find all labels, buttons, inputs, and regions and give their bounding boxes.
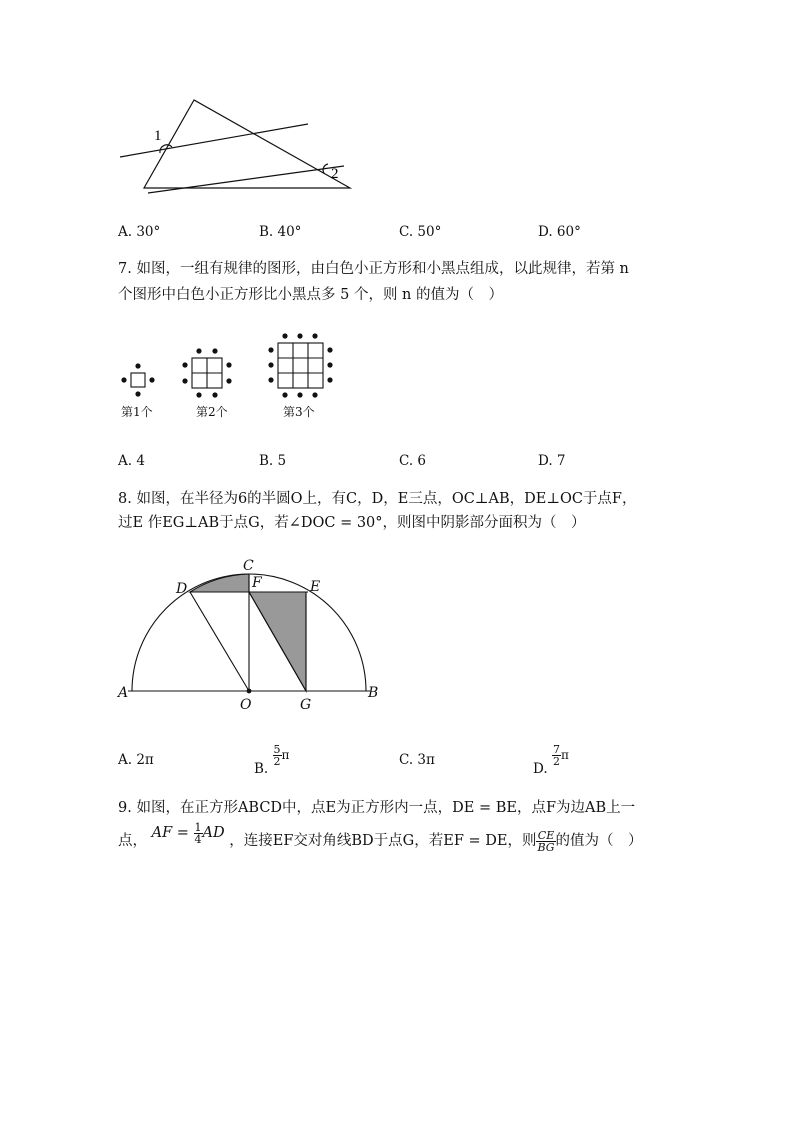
q6-angle1-label: 1 [154,128,162,144]
q7-text-line1: 7. 如图，一组有规律的图形，由白色小正方形和小黑点组成，以此规律，若第 n [118,261,629,277]
q8-text-line1: 8. 如图，在半径为6的半圆O上，有C，D，E三点，OC⊥AB，DE⊥OC于点F， [118,491,637,507]
q8-label-c: C [243,558,254,574]
q6-option-b: B. 40° [259,224,302,240]
q6-option-a: A. 30° [118,224,161,240]
q8-option-d-prefix: D. [533,761,548,777]
q7-pattern-1 [121,363,154,396]
q6-triangle [144,100,350,188]
q8-label-b: B [368,685,379,701]
q7-pattern-2 [182,348,231,397]
q8-label-a: A [118,685,129,701]
q7-label-2: 第2个 [196,405,228,419]
q8-line-od [190,592,249,691]
q7-option-c: C. 6 [399,453,427,469]
q8-option-b-fraction: $\frac{5}{2}$ [273,743,281,768]
q7-option-d: D. 7 [538,453,566,469]
q6-angle2-label: 2 [331,166,339,182]
q8-option-a: A. 2π [118,752,154,768]
q8-option-d: D. $\frac{7}{2}$ π [533,743,569,777]
q8-point-o [247,689,252,694]
q9-text-line1: 9. 如图，在正方形ABCD中，点E为正方形内一点，DE = BE，点F为边AB上一 [118,800,636,816]
q9-fraction-quarter: $\frac{1}{4}$ [194,820,202,846]
q8-option-b-prefix: B. [254,761,269,777]
q8-option-d-fraction: $\frac{7}{2}$ [552,743,560,768]
q9-text-line2: 点， AF = $\frac{1}{4}$ AD ，连接EF交对角线BD于点G，若EF = DE，则 $\frac{CE}{BG}$ 的值为（ ） [118,820,643,854]
q7-label-3: 第3个 [283,405,315,419]
q6-option-c: C. 50° [399,224,442,240]
q7-figure [115,330,355,400]
q7-option-a: A. 4 [118,453,145,469]
q7-option-b: B. 5 [259,453,287,469]
q9-fraction-ratio: $\frac{CE}{BG}$ [537,828,555,854]
q6-line-lower [148,166,344,193]
q8-label-o: O [240,697,252,713]
q8-label-f: F [252,575,262,591]
q8-text-line2: 过E 作EG⊥AB于点G，若∠DOC = 30°，则图中阴影部分面积为（ ） [118,515,586,531]
q7-text-line2: 个图形中白色小正方形比小黑点多 5 个，则 n 的值为（ ） [118,287,503,303]
q8-label-g: G [300,697,312,713]
q8-label-e: E [310,579,321,595]
q8-option-c: C. 3π [399,752,435,768]
q8-shaded-segment [190,574,249,592]
q6-figure [110,90,370,200]
q6-line-upper [120,124,308,157]
q8-label-d: D [176,581,188,597]
q6-option-d: D. 60° [538,224,581,240]
q8-option-b: B. $\frac{5}{2}$ π [254,743,290,777]
q7-pattern-3 [268,333,332,397]
q8-figure [110,555,390,715]
q7-label-1: 第1个 [121,405,153,419]
